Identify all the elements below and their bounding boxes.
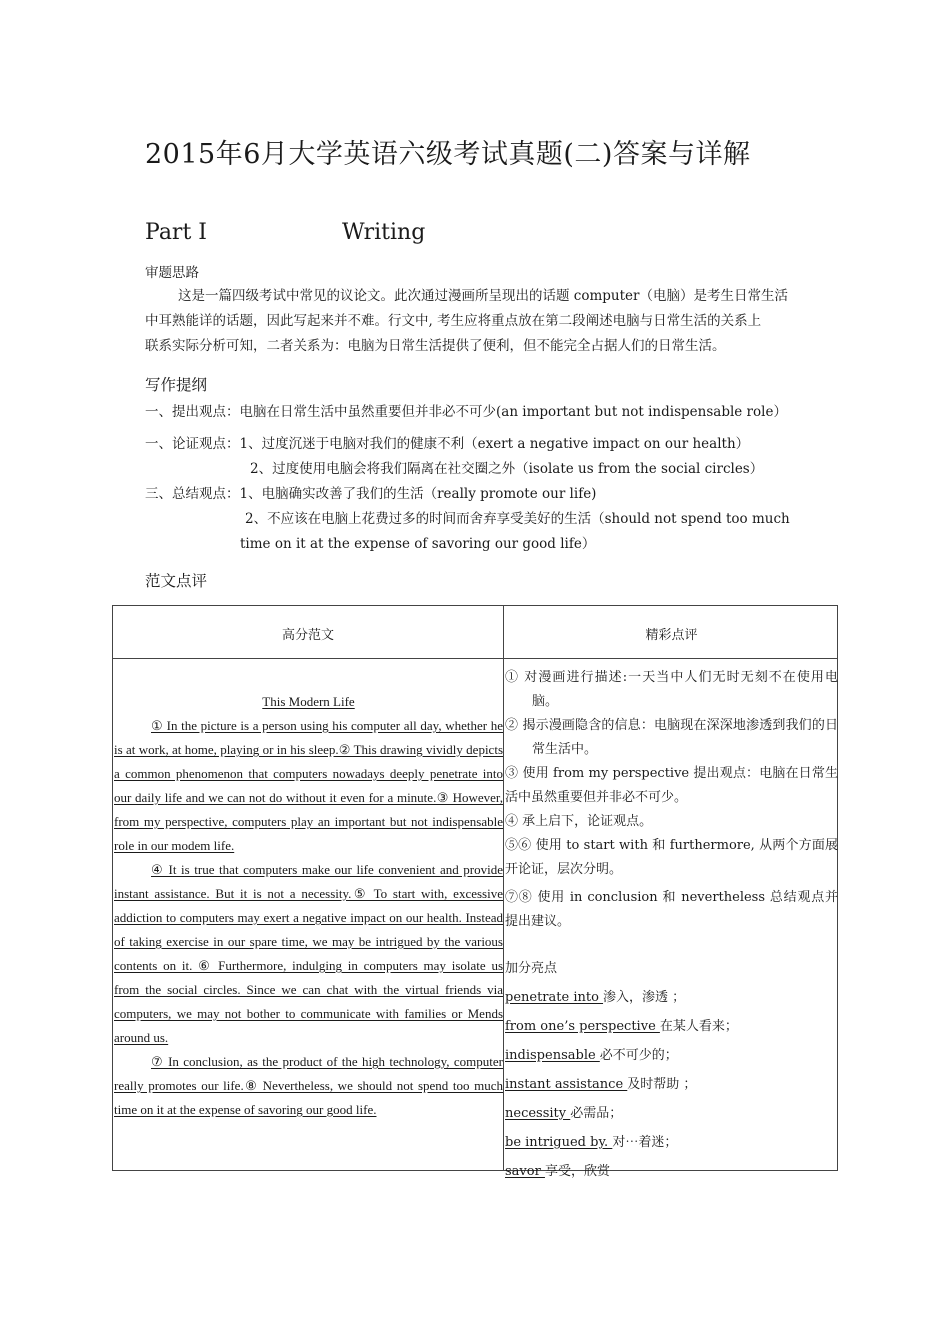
outline-line-6: time on it at the expense of savoring our good life） — [240, 536, 596, 552]
keyword-term: be intrigued by. — [505, 1135, 613, 1150]
comment-1: ① 对漫画进行描述:一天当中人们无时无刻不在使用电脑。 — [505, 670, 838, 709]
review-heading: 范文点评 — [145, 572, 208, 590]
header-comments: 精彩点评 — [645, 628, 698, 643]
outline-line-4: 三、总结观点：1、电脑确实改善了我们的生活（really promote our life) — [145, 486, 597, 502]
keyword-term: necessity — [505, 1106, 571, 1121]
keyword-term: indispensable — [505, 1048, 600, 1063]
comment-3: ③ 使用 from my perspective 提出观点：电脑在日常生活中虽然重要但并非必不可少。 — [505, 766, 838, 805]
keyword-gloss: 在某人看来； — [659, 1019, 738, 1034]
outline-line-2: 一、论证观点：1、过度沉迷于电脑对我们的健康不利（exert a negative impact on our health） — [145, 436, 750, 452]
part-label: Part Ⅰ — [145, 220, 207, 245]
keyword-item — [505, 1099, 838, 1128]
analysis-line-2: 中耳熟能详的话题，因此写起来并不难。行文中, 考生应将重点放在第二段阐述电脑与日常生活的关系上 — [145, 313, 762, 329]
essay-paragraph-1: ① In the picture is a person using his computer all day, whether he is at work, at home, playing or in his sleep.② This drawing vividly depicts a common phenomenon that computers nowadays deeply penetrate into our daily life and we can not do without it even for a minute.③ However, from my perspective, computers play an important but not indispensable role in our modem life. — [114, 718, 503, 853]
keyword-item — [505, 1041, 838, 1070]
essay-paragraph-2: ④ It is true that computers make our life convenient and provide instant assistance. But it is not a necessity.⑤ To start with, excessive addiction to computers may exert a negative impact on our health. Instead of taking exercise in our spare time, we may be intrigued by the various contents on it. ⑥ Furthermore, indulging in computers may isolate us from the social circles. Since we can chat with the virtual friends via computers, we may not bother to communicate with families or Mends around us. — [114, 862, 503, 1045]
keyword-gloss: 享受，欣赏 — [544, 1164, 610, 1179]
essay-title: This Modern Life — [262, 694, 355, 709]
keyword-item — [505, 1157, 838, 1186]
outline-line-3: 2、过度使用电脑会将我们隔离在社交圈之外（isolate us from the social circles） — [250, 461, 764, 477]
model-essay — [114, 690, 503, 1122]
outline-heading: 写作提纲 — [145, 376, 208, 394]
analysis-paragraph — [145, 284, 805, 359]
review-table — [112, 605, 838, 1179]
outline-line-5: 2、不应该在电脑上花费过多的时间而舍弃享受美好的生活（should not spend too much — [245, 511, 790, 527]
keyword-term: instant assistance — [505, 1077, 628, 1092]
keyword-item — [505, 1070, 838, 1099]
keyword-gloss: 渗入，渗透 ； — [603, 990, 686, 1005]
keyword-item — [505, 1128, 838, 1157]
analysis-line-1: 这是一篇四级考试中常见的议论文。此次通过漫画所呈现出的话题 computer（电脑）是考生日常生活 — [178, 288, 788, 304]
keyword-gloss: 必需品； — [570, 1106, 623, 1121]
comment-column — [505, 666, 838, 1186]
keyword-term: savor — [505, 1164, 545, 1179]
column-divider — [503, 606, 504, 1170]
comment-4: ④ 承上启下，论证观点。 — [505, 814, 653, 829]
keyword-item — [505, 983, 838, 1012]
keyword-gloss: 对⋯着迷； — [612, 1135, 678, 1150]
comment-5: ⑤⑥ 使用 to start with 和 furthermore, 从两个方面展开论证，层次分明。 — [505, 838, 838, 877]
keyword-gloss: 及时帮助 ； — [627, 1077, 697, 1092]
keyword-gloss: 必不可少的； — [599, 1048, 678, 1063]
outline-line-1: 一、提出观点：电脑在日常生活中虽然重要但并非必不可少(an important but not indispensable role） — [145, 404, 787, 420]
comment-2: ② 揭示漫画隐含的信息：电脑现在深深地渗透到我们的日常生活中。 — [505, 718, 838, 757]
keyword-item — [505, 1012, 838, 1041]
keyword-term: penetrate into — [505, 990, 604, 1005]
header-essay: 高分范文 — [281, 628, 334, 643]
essay-paragraph-3: ⑦ In conclusion, as the product of the high technology, computer really promotes our life.⑧ Nevertheless, we should not spend too much time on it at the expense of savoring our good life. — [114, 1054, 503, 1117]
analysis-line-3: 联系实际分析可知，二者关系为：电脑为日常生活提供了便利，但不能完全占据人们的日常生活。 — [145, 338, 726, 354]
page-title: 2015年6月大学英语六级考试真题(二)答案与详解 — [145, 139, 751, 170]
part-name: Writing — [342, 220, 426, 245]
bonus-heading: 加分亮点 — [505, 961, 558, 976]
comment-6: ⑦⑧ 使用 in conclusion 和 nevertheless 总结观点并提出建议。 — [505, 890, 838, 929]
analysis-heading: 审题思路 — [145, 265, 199, 281]
keyword-term: from one’s perspective — [505, 1019, 660, 1034]
